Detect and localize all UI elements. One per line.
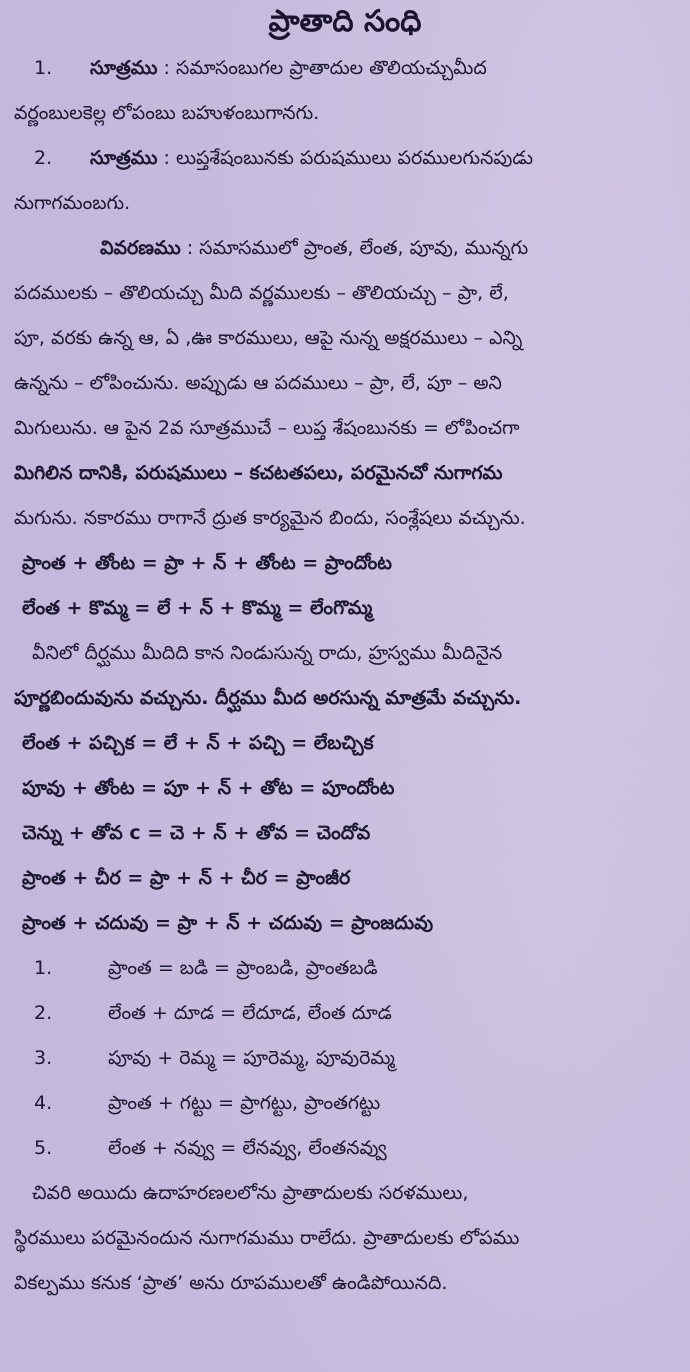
conclusion-line-2: స్థిరములు పరమైనందున నుగాగమము రాలేదు. ప్రాతాదులకు లోపము	[14, 1227, 520, 1249]
example-line: లేంత + కొమ్మ = లే + న్ + కొమ్మ = లేంగొమ్మ	[22, 597, 373, 619]
explanation-line-1	[14, 226, 676, 271]
list-number: 3.	[34, 1047, 53, 1069]
rule-label: సూత్రము	[90, 147, 158, 169]
list-number: 5.	[34, 1137, 53, 1159]
conclusion-line-3: వికల్పము కనుక ‘ప్రాత’ అను రూపములతో ఉండిపోయినది.	[14, 1272, 448, 1294]
explanation-line-6: మిగిలిన దానికి, పరుషములు – కచటతపలు, పరమైనచో నుగాగమ	[14, 462, 503, 484]
list-item	[14, 1036, 676, 1081]
list-text: ప్రాంత = బడి = ప్రాంబడి, ప్రాంతబడి	[108, 957, 378, 979]
rule-label: సూత్రము	[90, 57, 158, 79]
explanation-line-5: మిగులును. ఆ పైన 2వ సూత్రముచే – లుప్త శేషంబునకు = లోపించగా	[14, 417, 520, 439]
list-item	[14, 1081, 676, 1126]
list-item	[14, 991, 676, 1036]
explanation-line-7: మగును. నకారము రాగానే ద్రుత కార్యమైన బిందు, సంశ్లేషలు వచ్చును.	[14, 507, 526, 529]
conclusion-line-1: చివరి అయిదు ఉదాహరణలలోను ప్రాతాదులకు సరళములు,	[32, 1182, 469, 1204]
explanation-label: వివరణము	[100, 237, 181, 259]
explanation-text: : సమాసములో ప్రాంత, లేంత, పూవు, మున్నగు	[186, 237, 529, 259]
list-number: 2.	[34, 1002, 53, 1024]
rule-1-line	[14, 46, 676, 91]
rule-text: : సమాసంబుగల ప్రాతాదుల తొలియచ్చుమీద	[163, 57, 487, 79]
example-line: ప్రాంత + చీర = ప్రా + న్ + చీర = ప్రాంజీర	[22, 867, 351, 889]
list-item	[14, 1126, 676, 1171]
list-item	[14, 946, 676, 991]
rule-number: 2.	[34, 147, 53, 169]
list-text: లేంత + నవ్వు = లేనవ్వు, లేంతనవ్వు	[108, 1137, 387, 1159]
page-title: ప్రాతాది సంధి	[268, 4, 422, 39]
rule-1-continuation: వర్ణంబులకెల్ల లోపంబు బహుళంబుగానగు.	[14, 102, 320, 124]
explanation-line-4: ఉన్నను – లోపించును. అప్పుడు ఆ పదములు – ప్రా, లే, పూ – అని	[14, 372, 502, 394]
example-line: చెన్ను + తోవ c = చె + న్ + తోవ = చెందోవ	[22, 822, 371, 844]
example-line: ప్రాంత + తోంట = ప్రా + న్ + తోంట = ప్రాందోంట	[22, 552, 392, 574]
note-line-2: పూర్ణబిందువును వచ్చును. దీర్ఘము మీద అరసున్న మాత్రమే వచ్చును.	[14, 687, 522, 709]
list-text: ప్రాంత + గట్టు = ప్రాగట్టు, ప్రాంతగట్టు	[108, 1092, 381, 1114]
rule-2-line	[14, 136, 676, 181]
rule-2-continuation: నుగాగమంబగు.	[14, 192, 131, 214]
explanation-line-3: పూ, వరకు ఉన్న ఆ, ఏ ,ఊ కారములు, ఆపై నున్న అక్షరములు – ఎన్ని	[14, 327, 523, 349]
rule-number: 1.	[34, 57, 53, 79]
explanation-line-2: పదములకు – తొలియచ్చు మీది వర్ణములకు – తొలియచ్చు – ప్రా, లే,	[14, 282, 509, 304]
list-text: పూవు + రెమ్మ = పూరెమ్మ, పూవురెమ్మ	[108, 1047, 395, 1069]
rule-text: : లుప్తశేషంబునకు పరుషములు పరములగునపుడు	[163, 147, 534, 169]
list-number: 4.	[34, 1092, 53, 1114]
list-number: 1.	[34, 957, 53, 979]
example-line: పూవు + తోంట = పూ + న్ + తోట = పూందోంట	[22, 777, 395, 799]
example-line: ప్రాంత + చదువు = ప్రా + న్ + చదువు = ప్రాంజదువు	[22, 912, 434, 934]
list-text: లేంత + దూడ = లేదూడ, లేంత దూడ	[108, 1002, 392, 1024]
note-line-1: వీనిలో దీర్ఘము మీదిది కాన నిండుసున్న రాదు, హ్రస్వము మీదినైన	[32, 642, 503, 664]
example-line: లేంత + పచ్చిక = లే + న్ + పచ్చి = లేబచ్చిక	[22, 732, 374, 754]
